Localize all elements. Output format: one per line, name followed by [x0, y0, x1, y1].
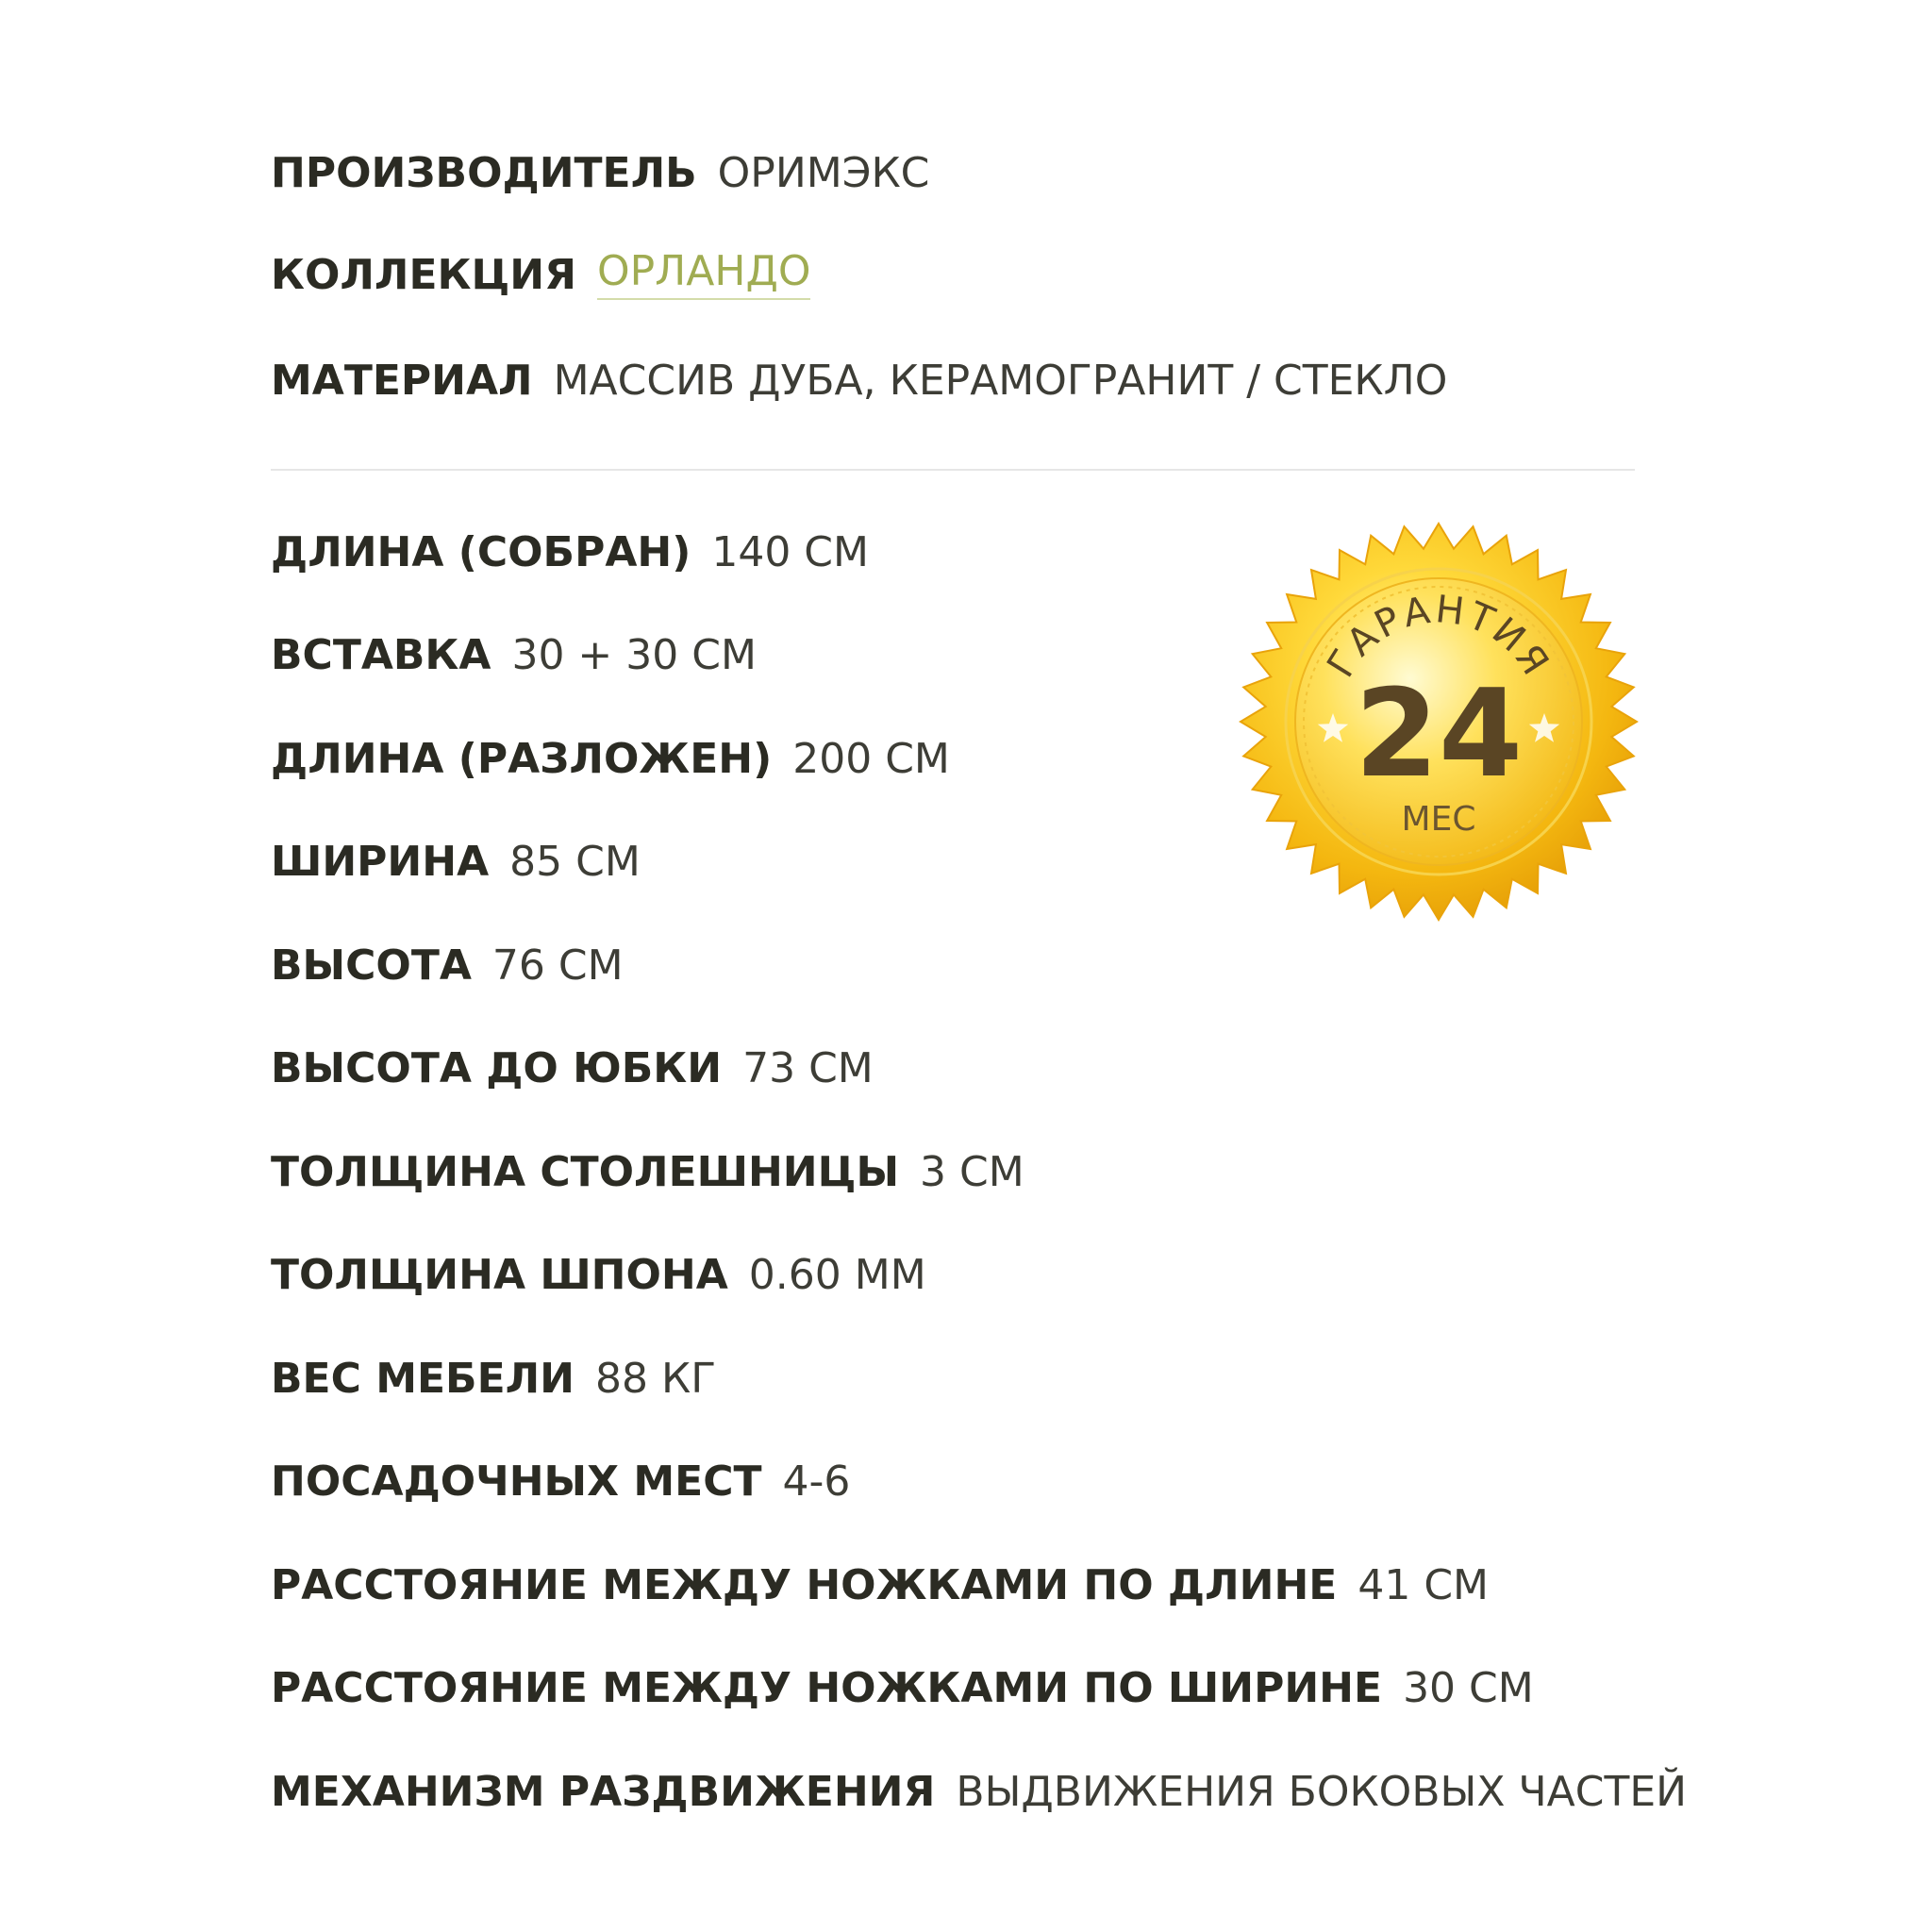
- spec-value: 41 СМ: [1357, 1561, 1490, 1609]
- spec-row-material: [271, 343, 1447, 419]
- spec-label: ШИРИНА: [271, 838, 490, 886]
- spec-value: 85 СМ: [509, 838, 641, 886]
- spec-value: 73 СМ: [742, 1044, 874, 1092]
- warranty-badge: [1236, 519, 1641, 924]
- spec-row-length-assembled: [271, 515, 869, 591]
- spec-row-insert: [271, 618, 757, 693]
- spec-label: ВЫСОТА: [271, 941, 472, 990]
- seal-number: 24: [1354, 664, 1524, 805]
- divider: [271, 469, 1635, 471]
- spec-label: ВЫСОТА ДО ЮБКИ: [271, 1044, 723, 1092]
- spec-value: 76 СМ: [491, 941, 624, 990]
- spec-row-tabletop-thickness: [271, 1135, 1024, 1210]
- spec-label: КОЛЛЕКЦИЯ: [271, 251, 577, 299]
- seal-unit: МЕС: [1401, 800, 1476, 839]
- spec-row-length-extended: [271, 722, 950, 797]
- spec-row-manufacturer: [271, 136, 929, 211]
- spec-row-seats: [271, 1444, 850, 1520]
- spec-label: ТОЛЩИНА ШПОНА: [271, 1251, 728, 1299]
- spec-label: ДЛИНА (РАЗЛОЖЕН): [271, 735, 773, 783]
- spec-row-width: [271, 824, 641, 900]
- spec-label: ПОСАДОЧНЫХ МЕСТ: [271, 1457, 762, 1506]
- spec-label: МАТЕРИАЛ: [271, 357, 533, 405]
- spec-row-leg-distance-length: [271, 1548, 1489, 1624]
- spec-label: ДЛИНА (СОБРАН): [271, 528, 691, 576]
- spec-value: 30 + 30 СМ: [511, 631, 757, 679]
- spec-row-veneer-thickness: [271, 1238, 926, 1313]
- spec-value: ВЫДВИЖЕНИЯ БОКОВЫХ ЧАСТЕЙ: [956, 1768, 1688, 1816]
- spec-row-height-to-apron: [271, 1031, 874, 1107]
- spec-value: 30 СМ: [1403, 1664, 1534, 1712]
- warranty-seal-icon: [1236, 519, 1641, 924]
- spec-value: 88 КГ: [595, 1355, 717, 1403]
- spec-label: ВСТАВКА: [271, 631, 491, 679]
- seal-arc-text: ГАРАНТИЯ: [1319, 588, 1558, 686]
- spec-label: МЕХАНИЗМ РАЗДВИЖЕНИЯ: [271, 1768, 936, 1816]
- spec-label: РАССТОЯНИЕ МЕЖДУ НОЖКАМИ ПО ШИРИНЕ: [271, 1664, 1383, 1712]
- spec-row-height: [271, 928, 624, 1004]
- spec-value: 0.60 ММ: [748, 1251, 926, 1299]
- spec-row-extension-mechanism: [271, 1755, 1687, 1830]
- spec-row-leg-distance-width: [271, 1651, 1534, 1726]
- spec-value: 200 СМ: [792, 735, 950, 783]
- spec-label: ТОЛЩИНА СТОЛЕШНИЦЫ: [271, 1148, 900, 1196]
- spec-row-collection: [271, 238, 810, 313]
- spec-label: ПРОИЗВОДИТЕЛЬ: [271, 149, 697, 197]
- spec-label: ВЕС МЕБЕЛИ: [271, 1355, 575, 1403]
- spec-value: 140 СМ: [711, 528, 869, 576]
- spec-value: МАССИВ ДУБА, КЕРАМОГРАНИТ / СТЕКЛО: [553, 357, 1448, 405]
- spec-value: 3 СМ: [920, 1148, 1024, 1196]
- spec-label: РАССТОЯНИЕ МЕЖДУ НОЖКАМИ ПО ДЛИНЕ: [271, 1561, 1338, 1609]
- collection-link[interactable]: ОРЛАНДО: [597, 251, 810, 300]
- spec-value: ОРИМЭКС: [717, 149, 930, 197]
- spec-value: 4-6: [782, 1457, 851, 1506]
- spec-row-weight: [271, 1341, 716, 1417]
